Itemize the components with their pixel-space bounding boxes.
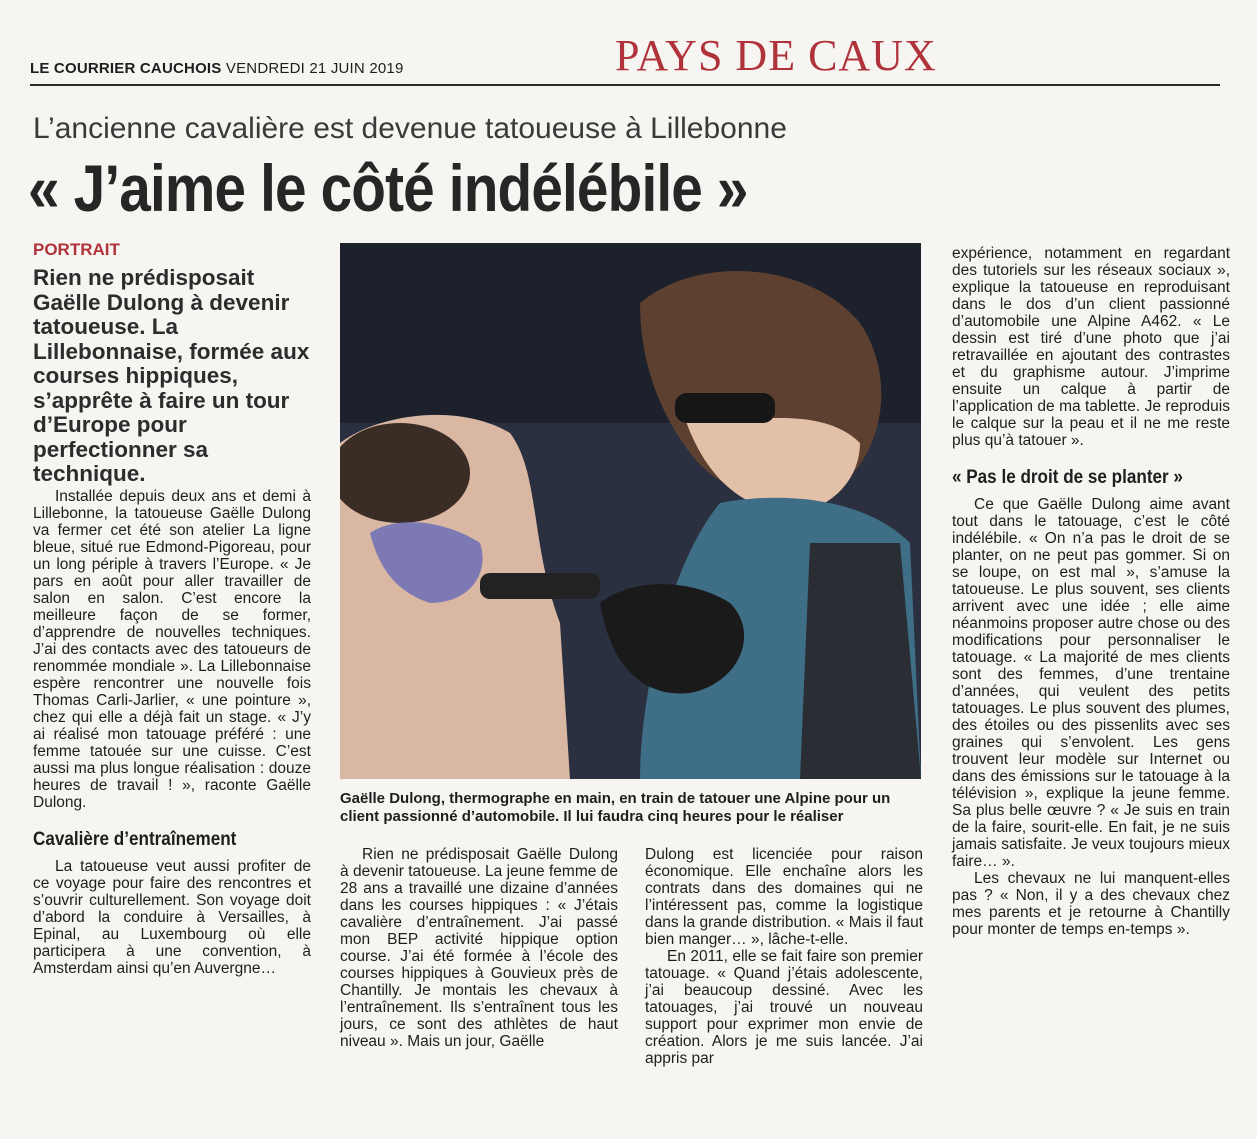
tattoo-photo-icon	[340, 243, 921, 779]
paragraph: Rien ne prédisposait Gaëlle Dulong à devenir tatoueuse. La jeune femme de 28 ans a travaillé une dizaine d’années dans les courses hippiques : « J’étais cavalière d’entraînement. J’ai passé mon BEP activité hippique option course. J’ai été formée à l’école des courses hippiques à Gouvieux près de Chantilly. Je montais les chevaux à l’entraînement. Ils s’entraînent tous les jours, ce sont des athlètes de haut niveau ». Mais un jour, Gaëlle	[340, 846, 618, 1050]
paragraph: La tatoueuse veut aussi profiter de ce voyage pour faire des rencontres et s’ouvrir culturellement. Son voyage doit d’abord la conduire à Versailles, à Epinal, au Luxembourg où elle participera à une convention, à Amsterdam ainsi qu’en Auvergne…	[33, 858, 311, 977]
article-photo	[340, 243, 921, 779]
rubric-label: PORTRAIT	[33, 240, 120, 259]
column-2	[340, 846, 618, 1050]
column-3	[645, 846, 923, 1067]
column-4	[952, 245, 1230, 938]
paragraph: Ce que Gaëlle Dulong aime avant tout dans le tatouage, c’est le côté indélébile. « On n’a pas le droit de se planter, on ne peut pas gommer. Si on se loupe, on est mal », s’amuse la tatoueuse. Le plus souvent, ses clients arrivent avec une idée ; elle aime néanmoins proposer autre chose ou des modifications pour personnaliser le tatouage. « La majorité de mes clients sont des femmes, d’une trentaine d’années, qui veulent des petits tatouages. Le plus souvent des plumes, des étoiles ou des pissenlits avec ses graines qui s’envolent. Les gens trouvent leur modèle sur Internet ou dans des émissions sur le tatouage à la télévision », explique la jeune femme. Sa plus belle œuvre ? « Je suis en train de la faire, sourit-elle. En fait, je ne suis jamais satisfaite. Je veux toujours mieux faire… ».	[952, 496, 1230, 870]
subheading: « Pas le droit de se planter »	[952, 467, 1183, 488]
paragraph: En 2011, elle se fait faire son premier tatouage. « Quand j’étais adolescente, j’ai beaucoup dessiné. Avec les tatouages, j’ai trouvé un nouveau support pour exprimer mon envie de création. Alors je me suis lancée. J’ai appris par	[645, 948, 923, 1067]
paragraph: Dulong est licenciée pour raison économique. Elle enchaîne alors les contrats dans des domaines qui ne l’intéressent pas, comme la logistique dans la grande distribution. « Mais il faut bien manger… », lâche-t-elle.	[645, 846, 923, 948]
article-kicker: L’ancienne cavalière est devenue tatoueuse à Lillebonne	[33, 112, 787, 145]
article-headline: « J’aime le côté indélébile »	[28, 151, 748, 225]
paragraph: expérience, notamment en regardant des tutoriels sur les réseaux sociaux », explique la tatoueuse en reproduisant dans le dos d’un client passionné d’automobile une Alpine A462. « Le dessin est tiré d’une photo que j’ai retravaillée en ajoutant des contrastes et du graphisme autour. J’imprime ensuite un calque à partir de l’application de ma tablette. Je reproduis le calque sur la peau et il ne me reste plus qu’à tatouer ».	[952, 245, 1230, 449]
issue-date: VENDREDI 21 JUIN 2019	[225, 60, 404, 77]
photo-caption: Gaëlle Dulong, thermographe en main, en train de tatouer une Alpine pour un client passionné d’automobile. Il lui faudra cinq heures pour le réaliser	[340, 790, 891, 825]
section-title: PAYS DE CAUX	[615, 31, 937, 80]
masthead	[30, 60, 404, 77]
paragraph: Les chevaux ne lui manquent-elles pas ? « Non, il y a des chevaux chez mes parents et je retourne à Chantilly pour monter de temps en-temps ».	[952, 870, 1230, 938]
article-lead: Rien ne prédisposait Gaëlle Dulong à devenir tatoueuse. La Lillebonnaise, formée aux courses hippiques, s’apprête à faire un tour d’Europe pour perfectionner sa technique.	[33, 265, 310, 486]
newspaper-name: LE COURRIER CAUCHOIS	[30, 60, 222, 77]
header-rule	[30, 84, 1220, 86]
subheading: Cavalière d’entraînement	[33, 829, 237, 850]
column-1	[33, 488, 311, 977]
paragraph: Installée depuis deux ans et demi à Lillebonne, la tatoueuse Gaëlle Dulong va fermer cet été son atelier La ligne bleue, situé rue Edmond-Pigoreau, pour un long périple à travers l’Europe. « Je pars en août pour aller travailler de salon en salon. C’est encore la meilleure façon de se former, d’apprendre de nouvelles techniques. J’ai des contacts avec des tatoueurs de renommée mondiale ». La Lillebonnaise espère rencontrer une nouvelle fois Thomas Carli-Jarlier, « une pointure », chez qui elle a déjà fait un stage. « J’y ai réalisé mon tatouage préféré : une femme tatouée sur une cuisse. C’est aussi ma plus longue réalisation : douze heures de travail ! », raconte Gaëlle Dulong.	[33, 488, 311, 811]
